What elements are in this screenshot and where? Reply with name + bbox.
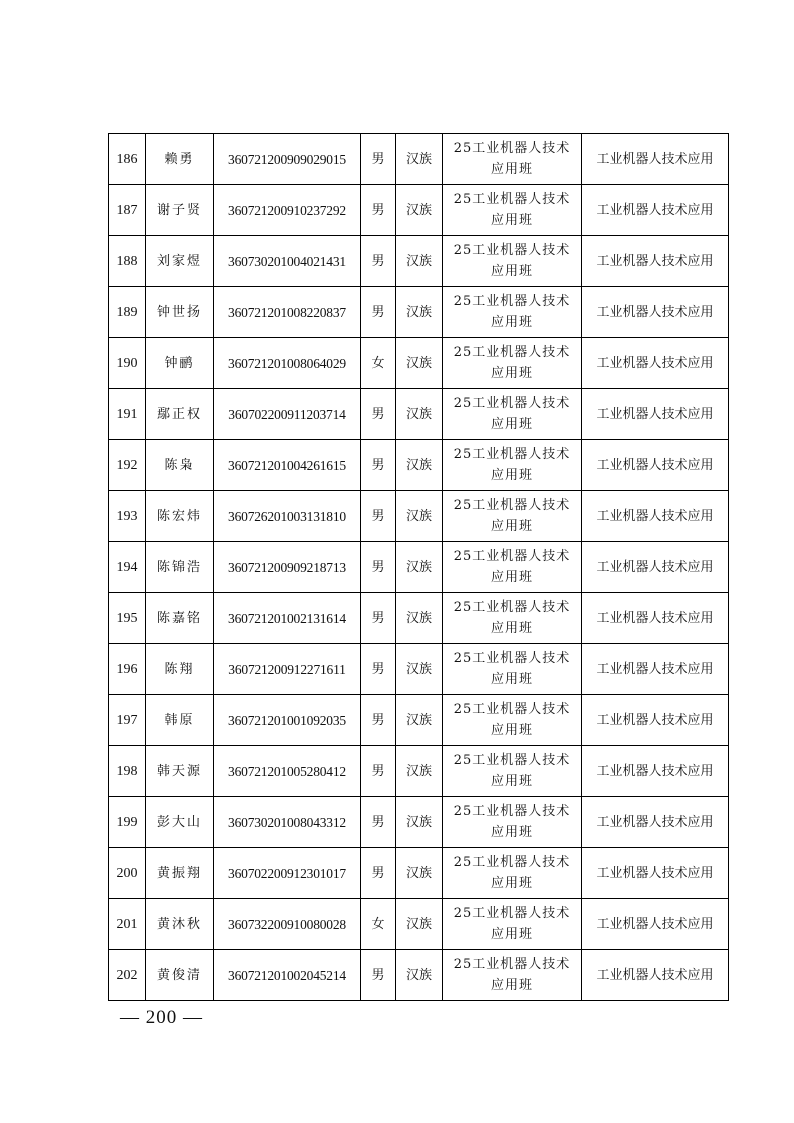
table-row (109, 797, 729, 848)
major-cell: 工业机器人技术应用 (582, 542, 729, 593)
major-cell: 工业机器人技术应用 (582, 338, 729, 389)
gender-cell: 男 (361, 695, 396, 746)
row-number-cell: 199 (109, 797, 146, 848)
row-number-cell: 188 (109, 236, 146, 287)
row-number-cell: 186 (109, 134, 146, 185)
ethnicity-cell: 汉族 (396, 746, 443, 797)
gender-cell: 男 (361, 389, 396, 440)
major-cell: 工业机器人技术应用 (582, 644, 729, 695)
ethnicity-cell: 汉族 (396, 389, 443, 440)
id-number-cell: 360721201004261615 (214, 440, 361, 491)
ethnicity-cell: 汉族 (396, 287, 443, 338)
gender-cell: 男 (361, 848, 396, 899)
row-number-cell: 197 (109, 695, 146, 746)
ethnicity-cell: 汉族 (396, 644, 443, 695)
gender-cell: 男 (361, 440, 396, 491)
row-number-cell: 194 (109, 542, 146, 593)
id-number-cell: 360721200909029015 (214, 134, 361, 185)
gender-cell: 男 (361, 797, 396, 848)
class-name-cell: 25工业机器人技术应用班 (443, 338, 582, 389)
class-name-cell: 25工业机器人技术应用班 (443, 440, 582, 491)
major-cell: 工业机器人技术应用 (582, 287, 729, 338)
row-number-cell: 190 (109, 338, 146, 389)
major-cell: 工业机器人技术应用 (582, 236, 729, 287)
major-cell: 工业机器人技术应用 (582, 593, 729, 644)
table-row (109, 185, 729, 236)
class-name-cell: 25工业机器人技术应用班 (443, 848, 582, 899)
ethnicity-cell: 汉族 (396, 236, 443, 287)
student-name-cell: 陈枭 (146, 440, 214, 491)
student-name-cell: 黄沐秋 (146, 899, 214, 950)
class-name-cell: 25工业机器人技术应用班 (443, 389, 582, 440)
table-row (109, 644, 729, 695)
student-name-cell: 陈宏炜 (146, 491, 214, 542)
id-number-cell: 360721201001092035 (214, 695, 361, 746)
ethnicity-cell: 汉族 (396, 134, 443, 185)
gender-cell: 女 (361, 899, 396, 950)
row-number-cell: 192 (109, 440, 146, 491)
row-number-cell: 187 (109, 185, 146, 236)
gender-cell: 女 (361, 338, 396, 389)
table-row (109, 389, 729, 440)
class-name-cell: 25工业机器人技术应用班 (443, 695, 582, 746)
row-number-cell: 193 (109, 491, 146, 542)
major-cell: 工业机器人技术应用 (582, 389, 729, 440)
class-name-cell: 25工业机器人技术应用班 (443, 542, 582, 593)
row-number-cell: 200 (109, 848, 146, 899)
class-name-cell: 25工业机器人技术应用班 (443, 644, 582, 695)
class-name-cell: 25工业机器人技术应用班 (443, 236, 582, 287)
student-name-cell: 韩原 (146, 695, 214, 746)
page-number: — 200 — (120, 1007, 203, 1028)
table-row (109, 287, 729, 338)
table-row (109, 848, 729, 899)
major-cell: 工业机器人技术应用 (582, 440, 729, 491)
major-cell: 工业机器人技术应用 (582, 746, 729, 797)
major-cell: 工业机器人技术应用 (582, 797, 729, 848)
id-number-cell: 360732200910080028 (214, 899, 361, 950)
table-row (109, 746, 729, 797)
gender-cell: 男 (361, 185, 396, 236)
id-number-cell: 360730201008043312 (214, 797, 361, 848)
class-name-cell: 25工业机器人技术应用班 (443, 950, 582, 1001)
id-number-cell: 360721201008064029 (214, 338, 361, 389)
gender-cell: 男 (361, 746, 396, 797)
ethnicity-cell: 汉族 (396, 593, 443, 644)
row-number-cell: 195 (109, 593, 146, 644)
row-number-cell: 189 (109, 287, 146, 338)
gender-cell: 男 (361, 950, 396, 1001)
student-name-cell: 钟鹂 (146, 338, 214, 389)
class-name-cell: 25工业机器人技术应用班 (443, 287, 582, 338)
id-number-cell: 360721201008220837 (214, 287, 361, 338)
id-number-cell: 360721200910237292 (214, 185, 361, 236)
student-name-cell: 谢子贤 (146, 185, 214, 236)
table-row (109, 950, 729, 1001)
student-name-cell: 钟世扬 (146, 287, 214, 338)
gender-cell: 男 (361, 542, 396, 593)
class-name-cell: 25工业机器人技术应用班 (443, 185, 582, 236)
id-number-cell: 360721201002045214 (214, 950, 361, 1001)
id-number-cell: 360730201004021431 (214, 236, 361, 287)
table-row (109, 134, 729, 185)
table-row (109, 899, 729, 950)
table-row (109, 440, 729, 491)
student-name-cell: 陈嘉铭 (146, 593, 214, 644)
major-cell: 工业机器人技术应用 (582, 134, 729, 185)
student-name-cell: 彭大山 (146, 797, 214, 848)
row-number-cell: 198 (109, 746, 146, 797)
gender-cell: 男 (361, 491, 396, 542)
class-name-cell: 25工业机器人技术应用班 (443, 491, 582, 542)
student-name-cell: 赖勇 (146, 134, 214, 185)
class-name-cell: 25工业机器人技术应用班 (443, 593, 582, 644)
student-name-cell: 黄振翔 (146, 848, 214, 899)
gender-cell: 男 (361, 644, 396, 695)
class-name-cell: 25工业机器人技术应用班 (443, 134, 582, 185)
class-name-cell: 25工业机器人技术应用班 (443, 746, 582, 797)
id-number-cell: 360702200912301017 (214, 848, 361, 899)
ethnicity-cell: 汉族 (396, 695, 443, 746)
student-table (108, 133, 729, 1001)
ethnicity-cell: 汉族 (396, 950, 443, 1001)
major-cell: 工业机器人技术应用 (582, 185, 729, 236)
row-number-cell: 201 (109, 899, 146, 950)
ethnicity-cell: 汉族 (396, 899, 443, 950)
ethnicity-cell: 汉族 (396, 185, 443, 236)
major-cell: 工业机器人技术应用 (582, 899, 729, 950)
ethnicity-cell: 汉族 (396, 797, 443, 848)
table-row (109, 338, 729, 389)
gender-cell: 男 (361, 236, 396, 287)
row-number-cell: 196 (109, 644, 146, 695)
table-row (109, 695, 729, 746)
ethnicity-cell: 汉族 (396, 491, 443, 542)
major-cell: 工业机器人技术应用 (582, 695, 729, 746)
student-name-cell: 刘家煜 (146, 236, 214, 287)
table-row (109, 542, 729, 593)
student-name-cell: 陈翔 (146, 644, 214, 695)
ethnicity-cell: 汉族 (396, 440, 443, 491)
table-row (109, 491, 729, 542)
major-cell: 工业机器人技术应用 (582, 950, 729, 1001)
id-number-cell: 360721200909218713 (214, 542, 361, 593)
gender-cell: 男 (361, 593, 396, 644)
student-name-cell: 韩天源 (146, 746, 214, 797)
row-number-cell: 202 (109, 950, 146, 1001)
table-row (109, 236, 729, 287)
gender-cell: 男 (361, 134, 396, 185)
class-name-cell: 25工业机器人技术应用班 (443, 797, 582, 848)
student-name-cell: 黄俊清 (146, 950, 214, 1001)
row-number-cell: 191 (109, 389, 146, 440)
major-cell: 工业机器人技术应用 (582, 848, 729, 899)
id-number-cell: 360702200911203714 (214, 389, 361, 440)
student-name-cell: 陈锦浩 (146, 542, 214, 593)
id-number-cell: 360726201003131810 (214, 491, 361, 542)
ethnicity-cell: 汉族 (396, 338, 443, 389)
table-row (109, 593, 729, 644)
id-number-cell: 360721200912271611 (214, 644, 361, 695)
class-name-cell: 25工业机器人技术应用班 (443, 899, 582, 950)
student-name-cell: 鄢正权 (146, 389, 214, 440)
ethnicity-cell: 汉族 (396, 542, 443, 593)
id-number-cell: 360721201005280412 (214, 746, 361, 797)
ethnicity-cell: 汉族 (396, 848, 443, 899)
gender-cell: 男 (361, 287, 396, 338)
major-cell: 工业机器人技术应用 (582, 491, 729, 542)
id-number-cell: 360721201002131614 (214, 593, 361, 644)
